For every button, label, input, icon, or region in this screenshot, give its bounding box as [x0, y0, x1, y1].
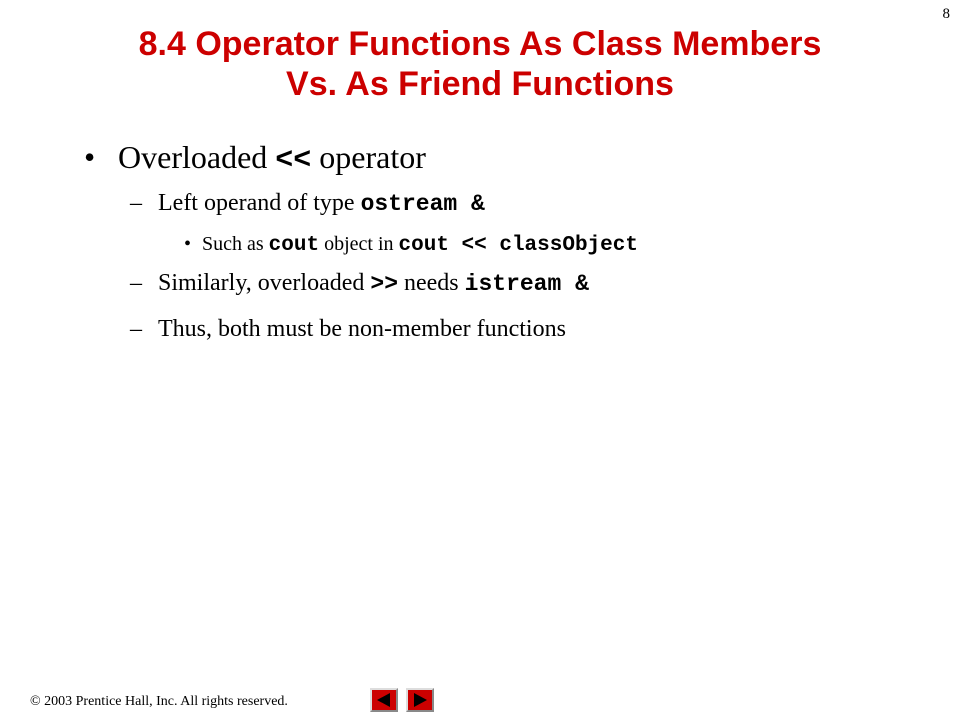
- sub-bullet-text: Thus, both must be non-member functions: [158, 316, 566, 342]
- sub-bullet-text-2: needs: [398, 270, 465, 296]
- sub-sub-bullet-code-1: cout: [268, 234, 320, 257]
- sub-bullet-similarly: [130, 268, 589, 299]
- bullet-text-before: Overloaded: [118, 139, 276, 175]
- slide-title: [0, 24, 960, 104]
- slide-title-line-1: 8.4 Operator Functions As Class Members: [138, 25, 822, 63]
- sub-sub-bullet-such-as: [184, 231, 638, 259]
- triangle-left-icon: [372, 690, 396, 710]
- bullet-overloaded-operator: [84, 138, 426, 180]
- sub-bullet-dash: –: [130, 190, 142, 216]
- bullet-dot: •: [84, 139, 96, 175]
- sub-bullet-text: Left operand of type: [158, 190, 361, 216]
- sub-bullet-thus: [130, 314, 566, 344]
- sub-bullet-dash: –: [130, 270, 142, 296]
- page-number: 8: [942, 6, 950, 22]
- sub-sub-bullet-code-2: cout << classObject: [398, 234, 638, 257]
- sub-bullet-text-1: Similarly, overloaded: [158, 270, 371, 296]
- sub-sub-bullet-dot: •: [184, 233, 192, 255]
- triangle-right-icon: [408, 690, 432, 710]
- sub-sub-bullet-text-2: object in: [319, 233, 399, 255]
- slide-title-line-2: Vs. As Friend Functions: [286, 65, 674, 103]
- previous-slide-button[interactable]: [370, 688, 398, 712]
- sub-bullet-code-1: >>: [370, 271, 398, 297]
- copyright-footer: © 2003 Prentice Hall, Inc. All rights reserved.: [30, 694, 288, 709]
- sub-sub-bullet-text-1: Such as: [202, 233, 269, 255]
- sub-bullet-left-operand: [130, 188, 485, 219]
- bullet-text-after: operator: [311, 139, 426, 175]
- next-slide-button[interactable]: [406, 688, 434, 712]
- bullet-code: <<: [275, 144, 312, 178]
- sub-bullet-code-2: istream &: [464, 271, 589, 297]
- sub-bullet-dash: –: [130, 316, 142, 342]
- sub-bullet-code: ostream &: [360, 191, 485, 217]
